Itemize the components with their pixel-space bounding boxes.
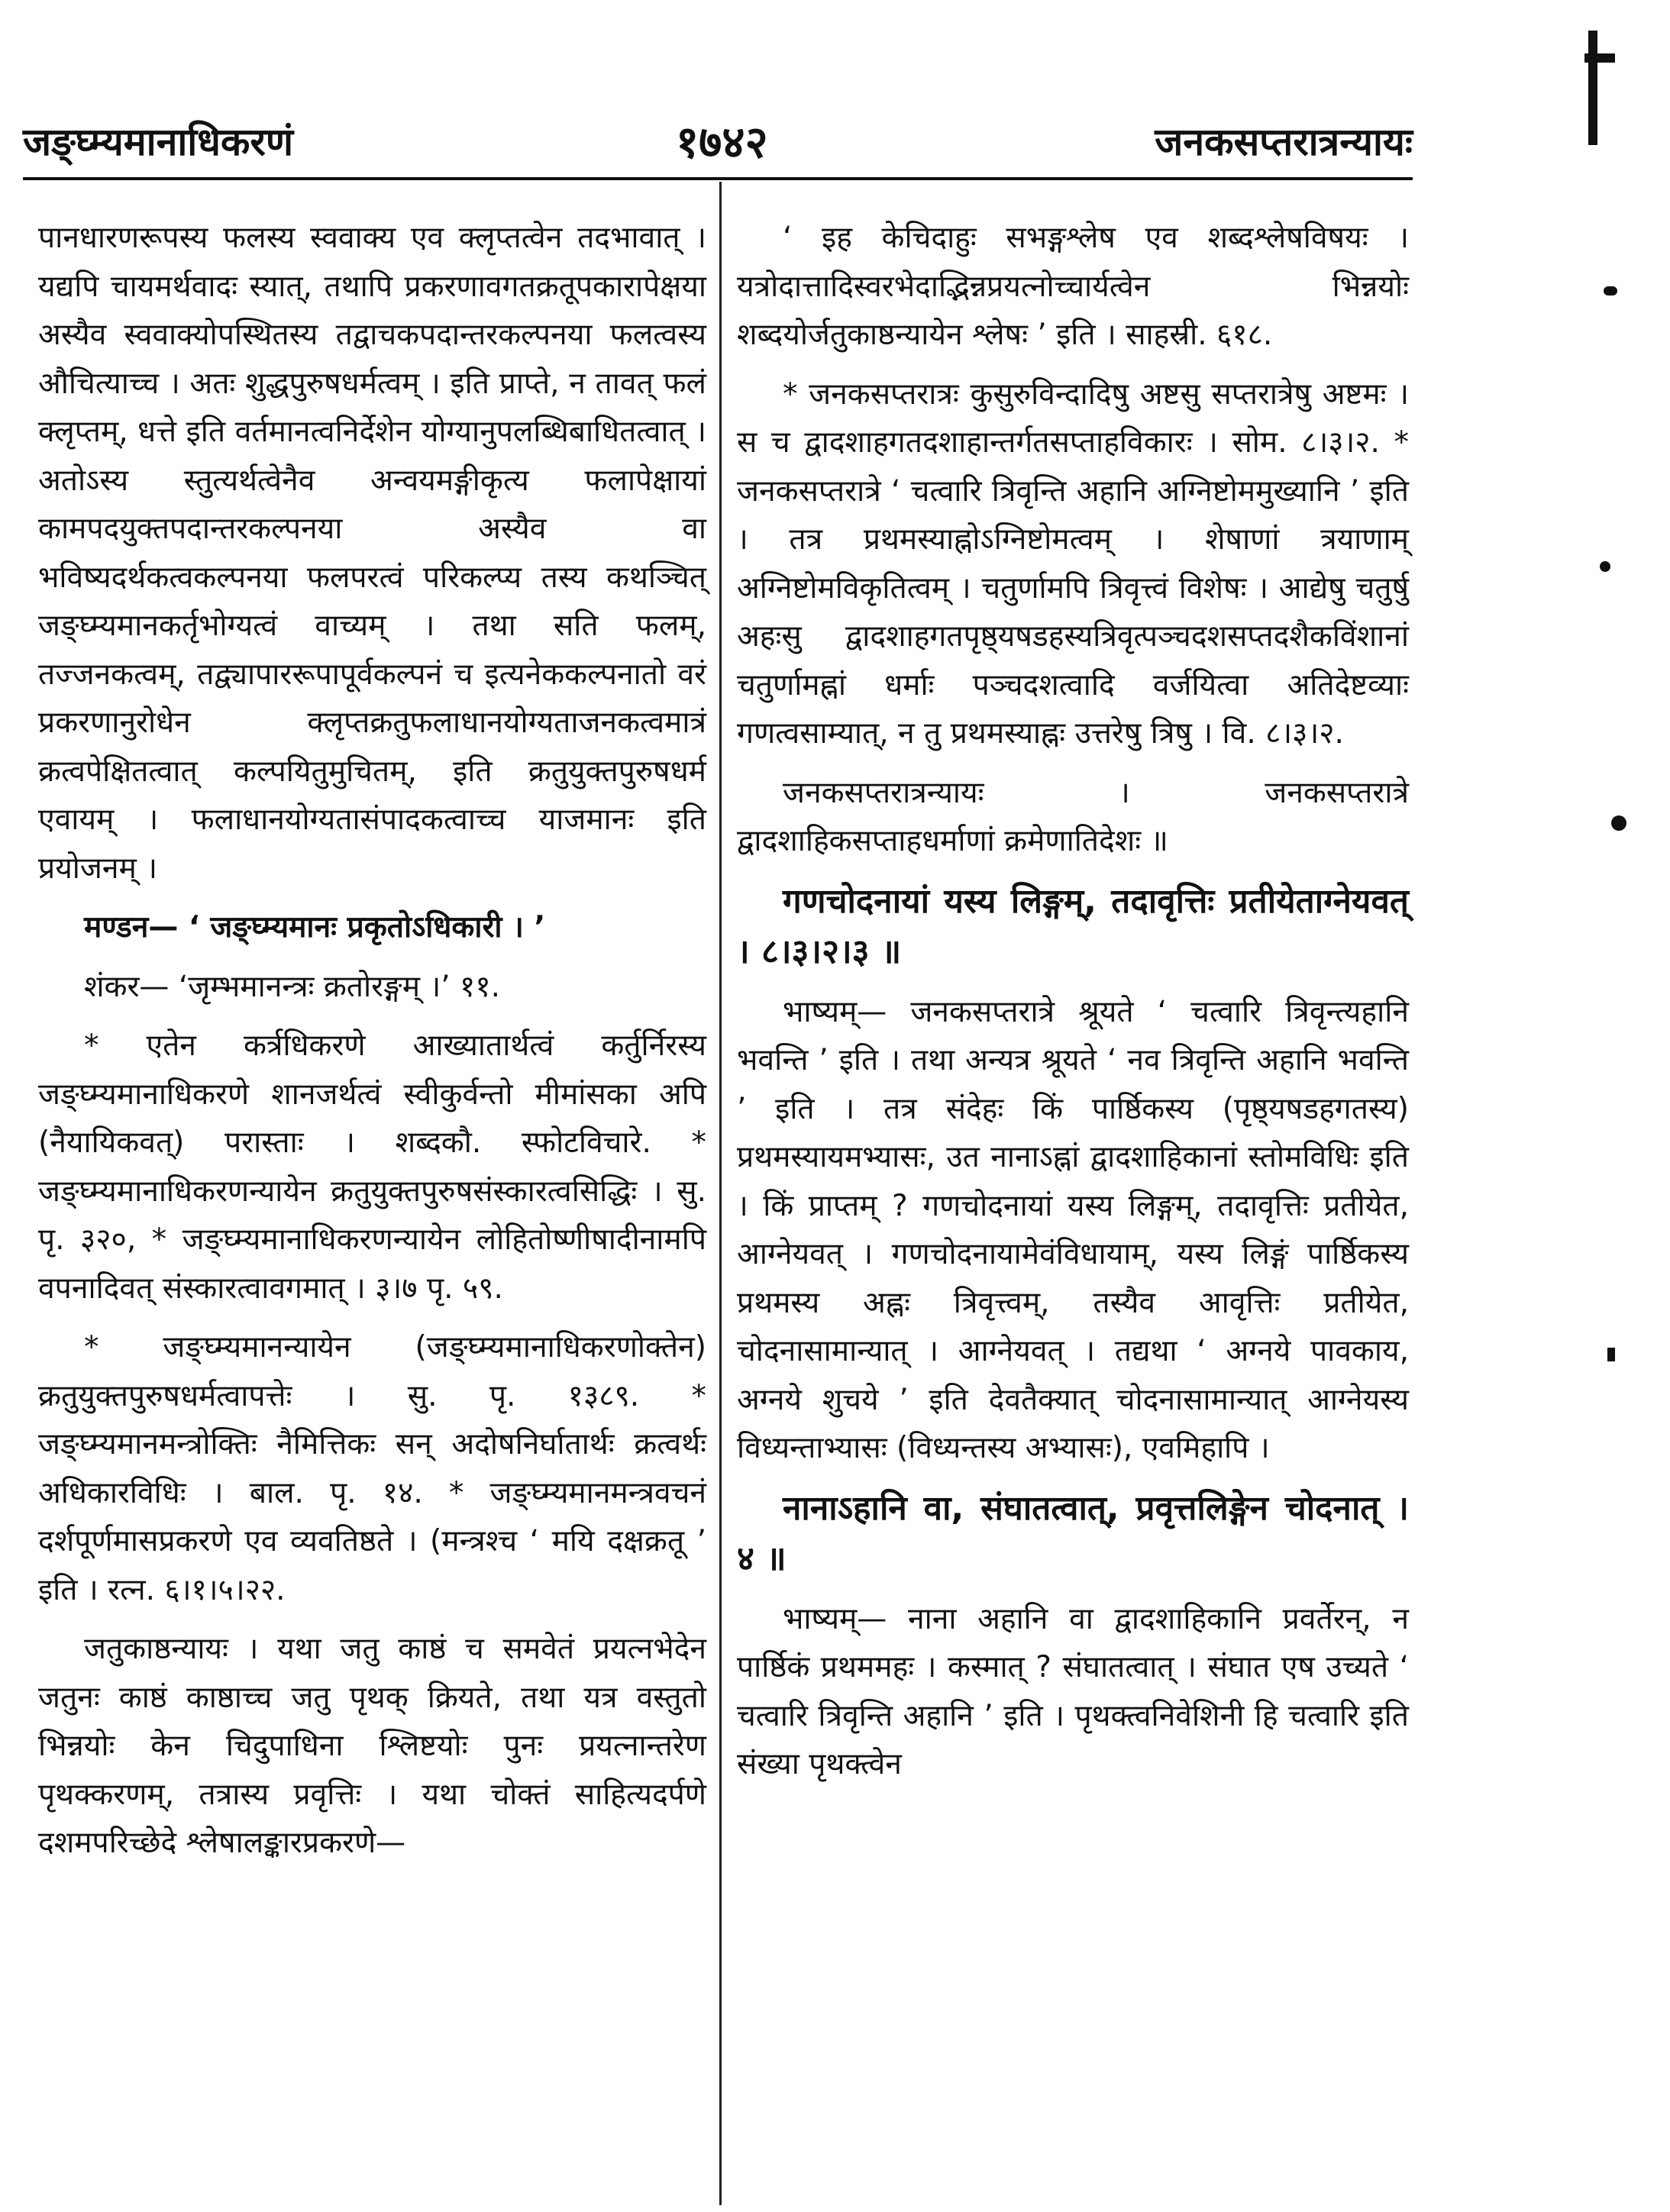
sutra-text: गणचोदनायां यस्य लिङ्गम्, तदावृत्तिः प्रतीयेताग्नेयवत् । ८।३।२।३ ॥: [737, 881, 1409, 971]
margin-mark: [1611, 815, 1626, 831]
left-paragraph: शंकर— ‘जृम्भमानन्त्रः क्रतोरङ्गम् ।’ ११.: [84, 969, 500, 1004]
header-right-title: जनकसप्तरात्रन्यायः: [1155, 120, 1413, 164]
left-paragraph: मण्डन— ‘ जङ्घ्म्यमानः प्रकृतोऽधिकारी । ’: [84, 910, 546, 945]
right-paragraph: भाष्यम्— नाना अहानि वा द्वादशाहिकानि प्रवर्तेरन्, न पार्ष्ठिकं प्रथममहः । कस्मात् ? संघातत्वात् । संघात एष उच्यते ‘ चत्वारि त्रिवृन्ति अहानि ’ इति । पृथक्त्वनिवेशिनी हि चत्वारि इति संख्या पृथक्त्वेन: [737, 1601, 1409, 1781]
right-paragraph: ‘ इह केचिदाहुः सभङ्गश्लेष एव शब्दश्लेषविषयः । यत्रोदात्तादिस्वरभेदाद्भिन्नप्रयत्नोच्चार्यत्वेन भिन्नयोः शब्दयोर्जतुकाष्ठन्यायेन श्लेषः ’ इति । साहस्री. ६१८.: [737, 221, 1409, 352]
right-paragraph: * जनकसप्तरात्रः कुसुरुविन्दादिषु अष्टसु सप्तरात्रेषु अष्टमः । स च द्वादशाहगतदशाहान्तर्गतसप्ताहविकारः । सोम. ८।३।२. * जनकसप्तरात्रे ‘ चत्वारि त्रिवृन्ति अहानि अग्निष्टोममुख्यानि ’ इति । तत्र प्रथमस्याह्नोऽग्निष्टोमत्वम् । शेषाणां त्रयाणाम् अग्निष्टोमविकृतित्वम् । चतुर्णामपि त्रिवृत्त्वं विशेषः । आद्येषु चतुर्षु अहःसु द्वादशाहगतपृष्ठ्यषडहस्यत्रिवृत्पञ्चदशसप्तदशैकविंशानां चतुर्णामह्नां धर्माः पञ्चदशत्वादि वर्जयित्वा अतिदेष्टव्याः गणत्वसाम्यात्, न तु प्रथमस्याह्नः उत्तरेषु त्रिषु । वि. ८।३।२.: [737, 376, 1409, 751]
column-divider: [719, 182, 722, 2205]
left-paragraph: * जङ्घ्म्यमानन्यायेन (जङ्घ्म्यमानाधिकरणोक्तेन) क्रतुयुक्तपुरुषधर्मत्वापत्तेः । सु. पृ. १३८९. * जङ्घ्म्यमानमन्त्रोक्तिः नैमित्तिकः सन् अदोषनिर्घातार्थः क्रत्वर्थः अधिकारविधिः । बाल. पृ. १४. * जङ्घ्म्यमानमन्त्रवचनं दर्शपूर्णमासप्रकरणे एव व्यवतिष्ठते । (मन्त्रश्च ‘ मयि दक्षक्रतू ’ इति । रत्न. ६।१।५।२२.: [38, 1330, 706, 1607]
margin-mark: [1604, 286, 1617, 295]
margin-mark: [1607, 1348, 1615, 1361]
margin-mark: [1588, 31, 1597, 145]
left-paragraph: पानधारणरूपस्य फलस्य स्ववाक्य एव क्लृप्तत्वेन तदभावात् । यद्यपि चायमर्थवादः स्यात्, तथापि प्रकरणावगतक्रतूपकारापेक्षया अस्यैव स्ववाक्योपस्थितस्य तद्वाचकपदान्तरकल्पनया फलत्वस्य औचित्याच्च । अतः शुद्धपुरुषधर्मत्वम् । इति प्राप्ते, न तावत् फलं क्लृप्तम्, धत्ते इति वर्तमानत्वनिर्देशेन योग्यानुपलब्धिबाधितत्वात् । अतोऽस्य स्तुत्यर्थत्वेनैव अन्वयमङ्गीकृत्य फलापेक्षायां कामपदयुक्तपदान्तरकल्पनया अस्यैव वा भविष्यदर्थकत्वकल्पनया फलपरत्वं परिकल्प्य तस्य कथञ्चित् जङ्घ्म्यमानकर्तृभोग्यत्वं वाच्यम् । तथा सति फलम्, तज्जनकत्वम्, तद्व्यापाररूपापूर्वकल्पनं च इत्यनेककल्पनातो वरं प्रकरणानुरोधेन क्लृप्तक्रतुफलाधानयोग्यताजनकत्वमात्रं क्रत्वपेक्षितत्वात् कल्पयितुमुचितम्, इति क्रतुयुक्तपुरुषधर्म एवायम् । फलाधानयोग्यतासंपादकत्वाच्च याजमानः इति प्रयोजनम् ।: [38, 221, 706, 886]
page-number: १७४२: [676, 116, 768, 168]
right-column: [737, 214, 1409, 1800]
margin-mark: [1584, 53, 1615, 63]
left-paragraph: * एतेन कर्त्रधिकरणे आख्यातार्थत्वं कर्तुर्निरस्य जङ्घ्म्यमानाधिकरणे शानजर्थत्वं स्वीकुर्वन्तो मीमांसका अपि (नैयायिकवत्) परास्ताः । शब्दकौ. स्फोटविचारे. * जङ्घ्म्यमानाधिकरणन्यायेन क्रतुयुक्तपुरुषसंस्कारत्वसिद्धिः । सु. पृ. ३२०, * जङ्घ्म्यमानाधिकरणन्यायेन लोहितोष्णीषादीनामपि वपनादिवत् संस्कारत्वावगमात् । ३।७ पृ. ५९.: [38, 1028, 706, 1306]
header-rule: [23, 177, 1413, 180]
margin-mark: [1600, 561, 1610, 572]
header-left-title: जङ्घ्म्यमानाधिकरणं: [23, 120, 293, 164]
right-paragraph: जनकसप्तरात्रन्यायः । जनकसप्तरात्रे द्वादशाहिकसप्ताहधर्माणां क्रमेणातिदेशः ॥: [737, 775, 1409, 858]
left-paragraph: जतुकाष्ठन्यायः । यथा जतु काष्ठं च समवेतं प्रयत्नभेदेन जतुनः काष्ठं काष्ठाच्च जतु पृथक् क्रियते, तथा यत्र वस्तुतो भिन्नयोः केन चिदुपाधिना श्लिष्टयोः पुनः प्रयत्नान्तरेण पृथक्करणम्, तत्रास्य प्रवृत्तिः । यथा चोक्तं साहित्यदर्पणे दशमपरिच्छेदे श्लेषालङ्कारप्रकरणे—: [38, 1632, 706, 1860]
right-paragraph: भाष्यम्— जनकसप्तरात्रे श्रूयते ‘ चत्वारि त्रिवृन्त्यहानि भवन्ति ’ इति । तथा अन्यत्र श्रूयते ‘ नव त्रिवृन्ति अहानि भवन्ति ’ इति । तत्र संदेहः किं पार्ष्ठिकस्य (पृष्ठ्यषडहगतस्य) प्रथमस्यायमभ्यासः, उत नानाऽह्नां द्वादशाहिकानां स्तोमविधिः इति । किं प्राप्तम् ? गणचोदनायां यस्य लिङ्गम्, तदावृत्तिः प्रतीयेत, आग्नेयवत् । गणचोदनायामेवंविधायाम्, यस्य लिङ्गं पार्ष्ठिकस्य प्रथमस्य अह्नः त्रिवृत्त्वम्, तस्यैव आवृत्तिः प्रतीयेत, चोदनासामान्यात् । आग्नेयवत् । तद्यथा ‘ अग्नये पावकाय, अग्नये शुचये ’ इति देवतैक्यात् चोदनासामान्यात् आग्नेयस्य विध्यन्ताभ्यासः (विध्यन्तस्य अभ्यासः), एवमिहापि ।: [737, 994, 1409, 1465]
sutra-text: नानाऽहानि वा, संघातत्वात्, प्रवृत्तलिङ्गेन चोदनात् । ४ ॥: [737, 1488, 1409, 1578]
running-header: [23, 115, 1413, 176]
left-column: [38, 214, 706, 1878]
